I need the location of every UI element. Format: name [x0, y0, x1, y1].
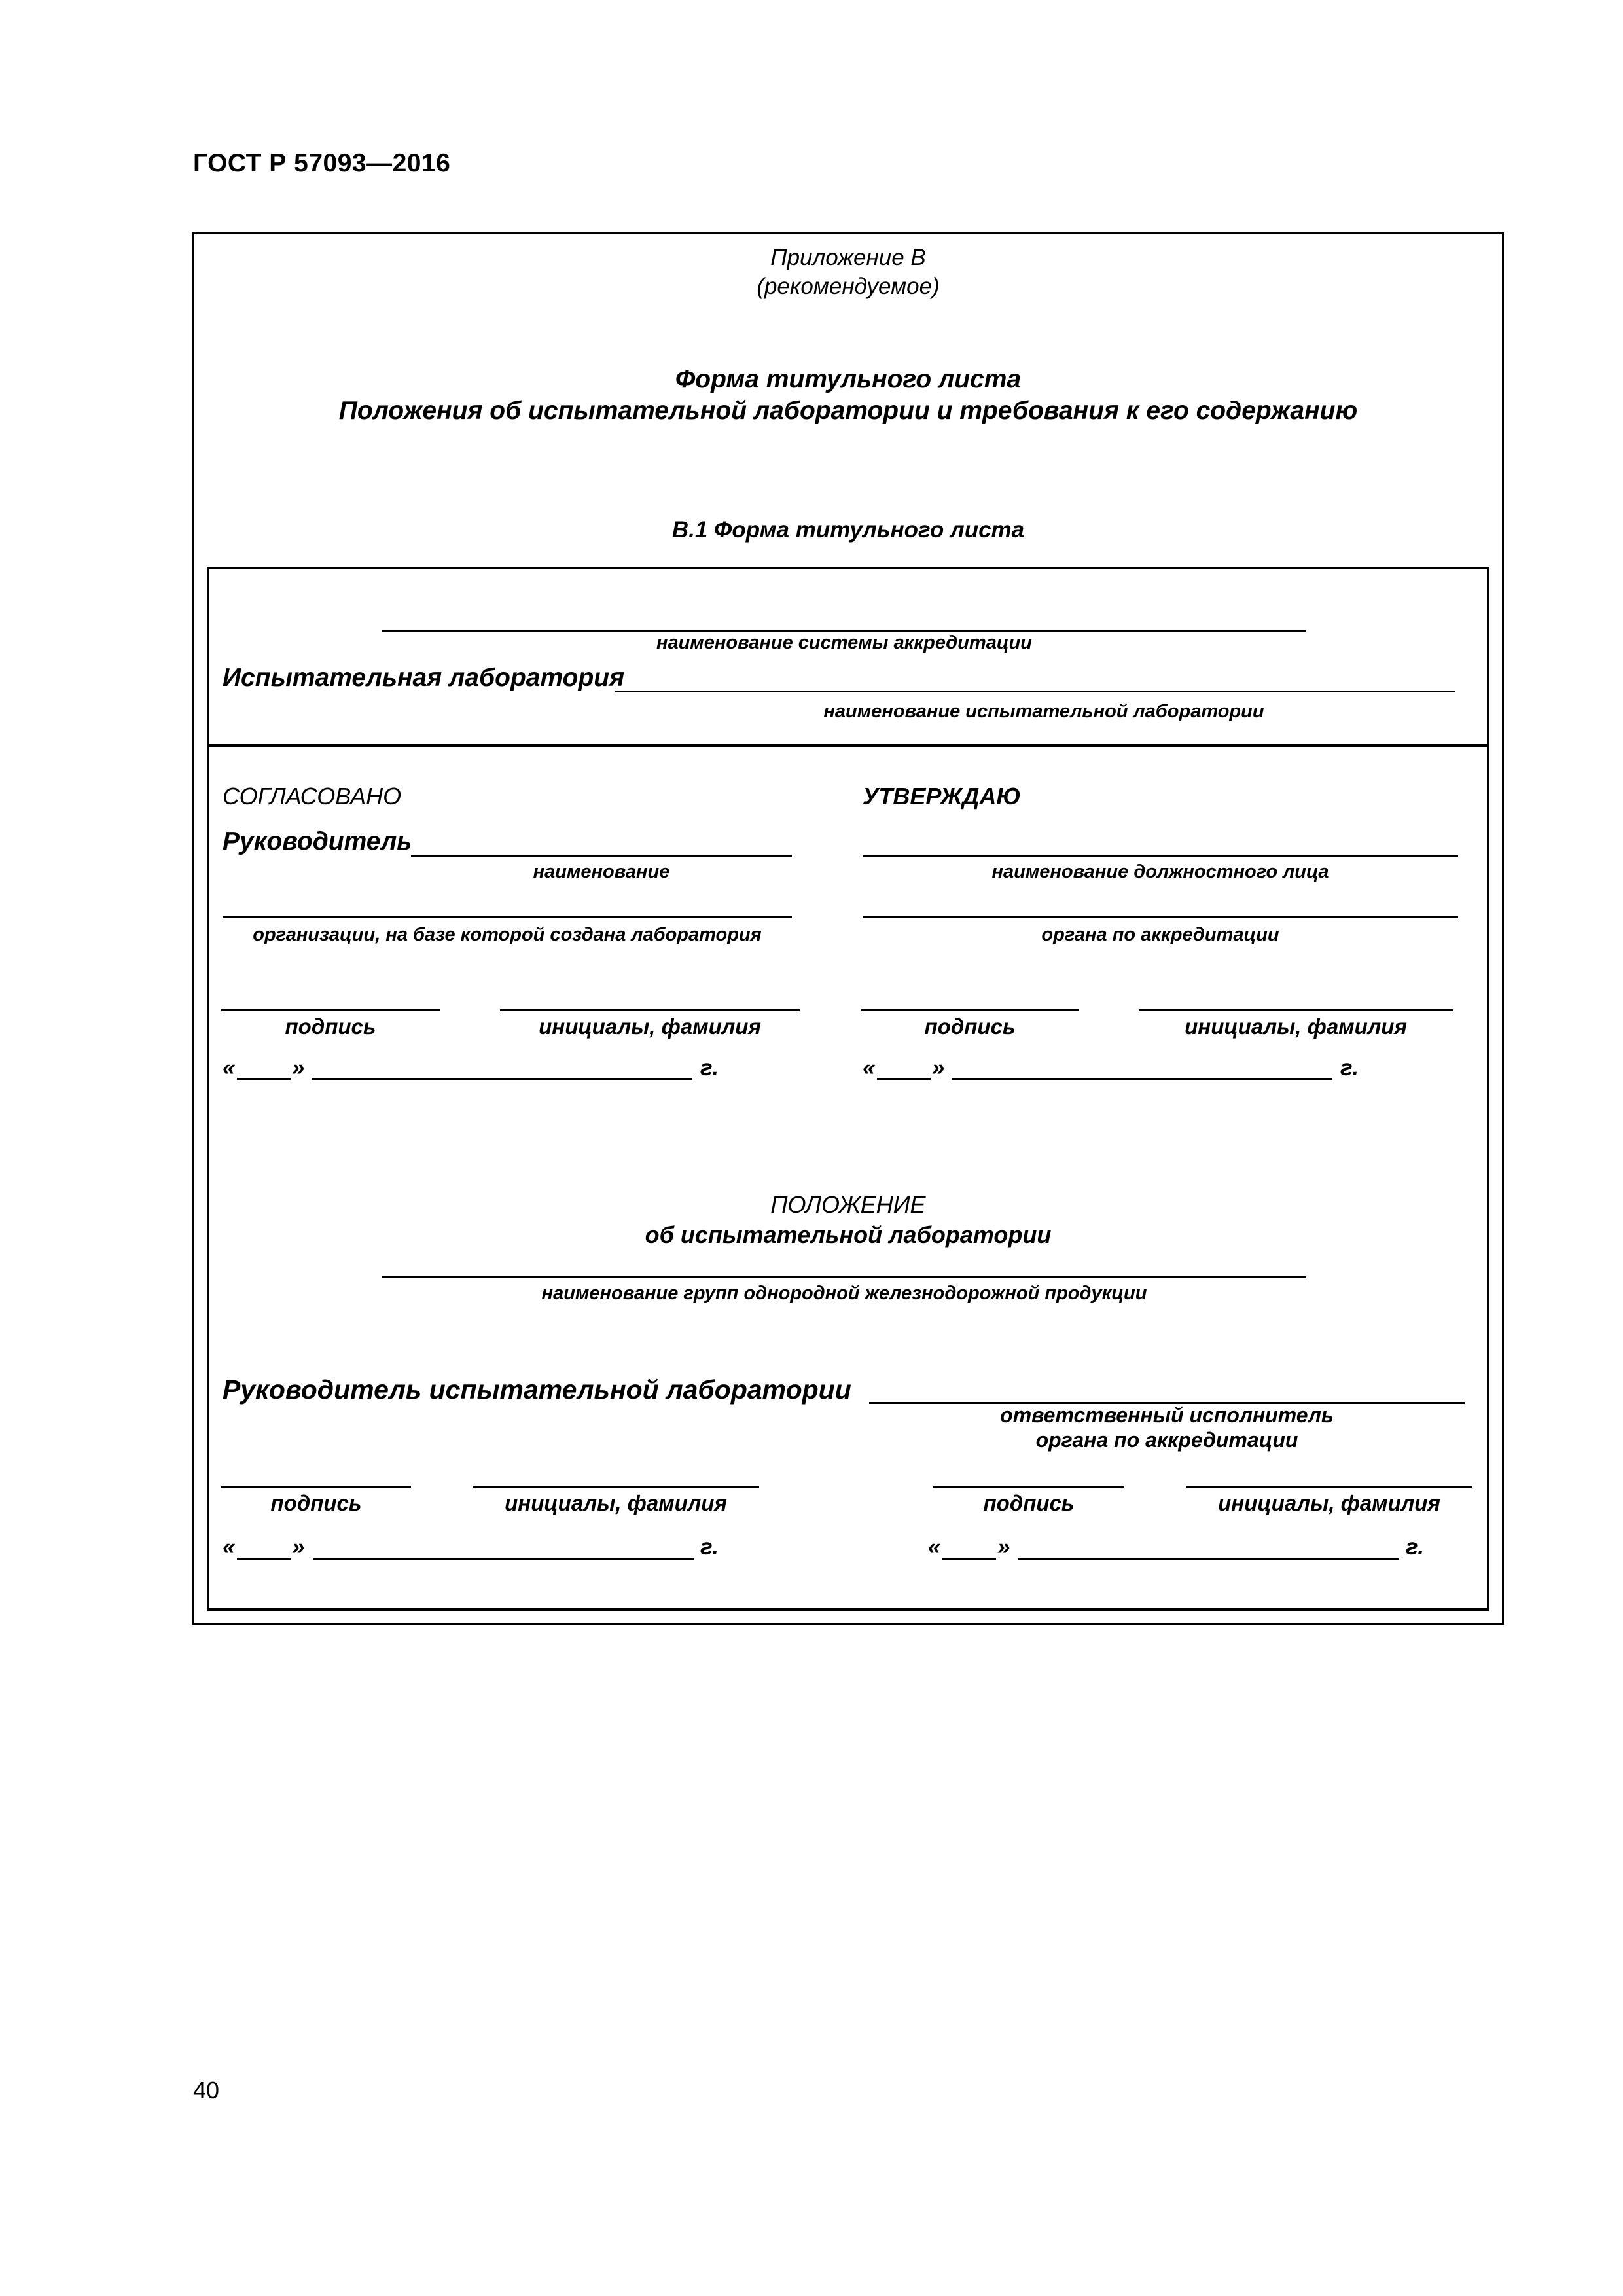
responsible-caption-1: ответственный исполнитель [1000, 1403, 1334, 1427]
lab-head-label: Руководитель испытательной лаборатории [223, 1374, 851, 1405]
left-initials-caption: инициалы, фамилия [539, 1014, 761, 1039]
regulation-title: ПОЛОЖЕНИЕ [770, 1191, 926, 1218]
bottom-left-date-day-line [237, 1558, 291, 1560]
appendix-heading-line2: Положения об испытательной лаборатории и требования к его содержанию [338, 397, 1358, 425]
left-sign-caption: подпись [285, 1014, 376, 1039]
left-date-day-line [237, 1078, 291, 1080]
appendix-status: (рекомендуемое) [757, 274, 940, 299]
left-head-label: Руководитель [223, 827, 412, 855]
lab-name-line [615, 691, 1455, 692]
bottom-left-sign-caption: подпись [270, 1491, 362, 1515]
right-date-month-line [952, 1078, 1332, 1080]
bottom-left-sign-line [221, 1486, 411, 1488]
bottom-left-initials-line [473, 1486, 759, 1488]
appendix-title: Приложение В [770, 245, 926, 270]
regulation-subtitle: об испытательной лаборатории [645, 1221, 1052, 1248]
left-date-close-quote: » [292, 1055, 305, 1081]
right-initials-line [1139, 1009, 1453, 1011]
accreditation-system-caption: наименование системы аккредитации [656, 632, 1033, 653]
bottom-right-date-close-quote: » [997, 1534, 1010, 1560]
bottom-right-initials-caption: инициалы, фамилия [1218, 1491, 1440, 1515]
right-caption-official: наименование должностного лица [991, 861, 1329, 882]
bottom-right-date-day-line [942, 1558, 996, 1560]
title-page-form [207, 567, 1489, 1611]
document-id: ГОСТ Р 57093—2016 [193, 149, 451, 177]
left-org-line-1 [411, 855, 792, 857]
left-date-open-quote: « [223, 1055, 236, 1081]
left-caption-name: наименование [533, 861, 670, 882]
bottom-right-sign-caption: подпись [983, 1491, 1075, 1515]
bottom-right-sign-line [933, 1486, 1124, 1488]
bottom-right-date-month-line [1018, 1558, 1399, 1560]
right-initials-caption: инициалы, фамилия [1185, 1014, 1407, 1039]
section-title: В.1 Форма титульного листа [671, 517, 1025, 543]
agreed-heading: СОГЛАСОВАНО [223, 783, 402, 810]
lab-label: Испытательная лаборатория [223, 664, 625, 692]
right-date-close-quote: » [932, 1055, 945, 1081]
bottom-left-date-month-line [313, 1558, 694, 1560]
right-date-year: г. [1340, 1055, 1359, 1081]
right-body-line [863, 916, 1458, 918]
left-caption-org: организации, на базе которой создана лаборатория [253, 924, 762, 945]
product-group-line [382, 1276, 1306, 1278]
right-caption-body: органа по аккредитации [1041, 924, 1279, 945]
left-sign-line [221, 1009, 440, 1011]
appendix-heading-line1: Форма титульного листа [675, 365, 1022, 393]
page-number: 40 [193, 2077, 220, 2104]
right-sign-caption: подпись [924, 1014, 1016, 1039]
right-date-day-line [877, 1078, 931, 1080]
bottom-left-date-year: г. [700, 1534, 719, 1560]
approve-heading: УТВЕРЖДАЮ [863, 783, 1021, 810]
right-official-line [863, 855, 1458, 857]
right-sign-line [861, 1009, 1079, 1011]
responsible-caption-2: органа по аккредитации [1035, 1428, 1298, 1452]
bottom-right-date-year: г. [1406, 1534, 1424, 1560]
form-divider [207, 744, 1489, 747]
bottom-right-initials-line [1186, 1486, 1472, 1488]
bottom-right-date-open-quote: « [928, 1534, 941, 1560]
left-date-month-line [312, 1078, 692, 1080]
lab-name-caption: наименование испытательной лаборатории [823, 701, 1264, 722]
left-initials-line [500, 1009, 800, 1011]
left-org-line-2 [223, 916, 792, 918]
bottom-left-date-open-quote: « [223, 1534, 236, 1560]
bottom-left-date-close-quote: » [292, 1534, 305, 1560]
left-date-year: г. [700, 1055, 719, 1081]
bottom-left-initials-caption: инициалы, фамилия [505, 1491, 727, 1515]
right-date-open-quote: « [863, 1055, 876, 1081]
accreditation-system-line [382, 630, 1306, 632]
product-group-caption: наименование групп однородной железнодорожной продукции [541, 1283, 1147, 1304]
